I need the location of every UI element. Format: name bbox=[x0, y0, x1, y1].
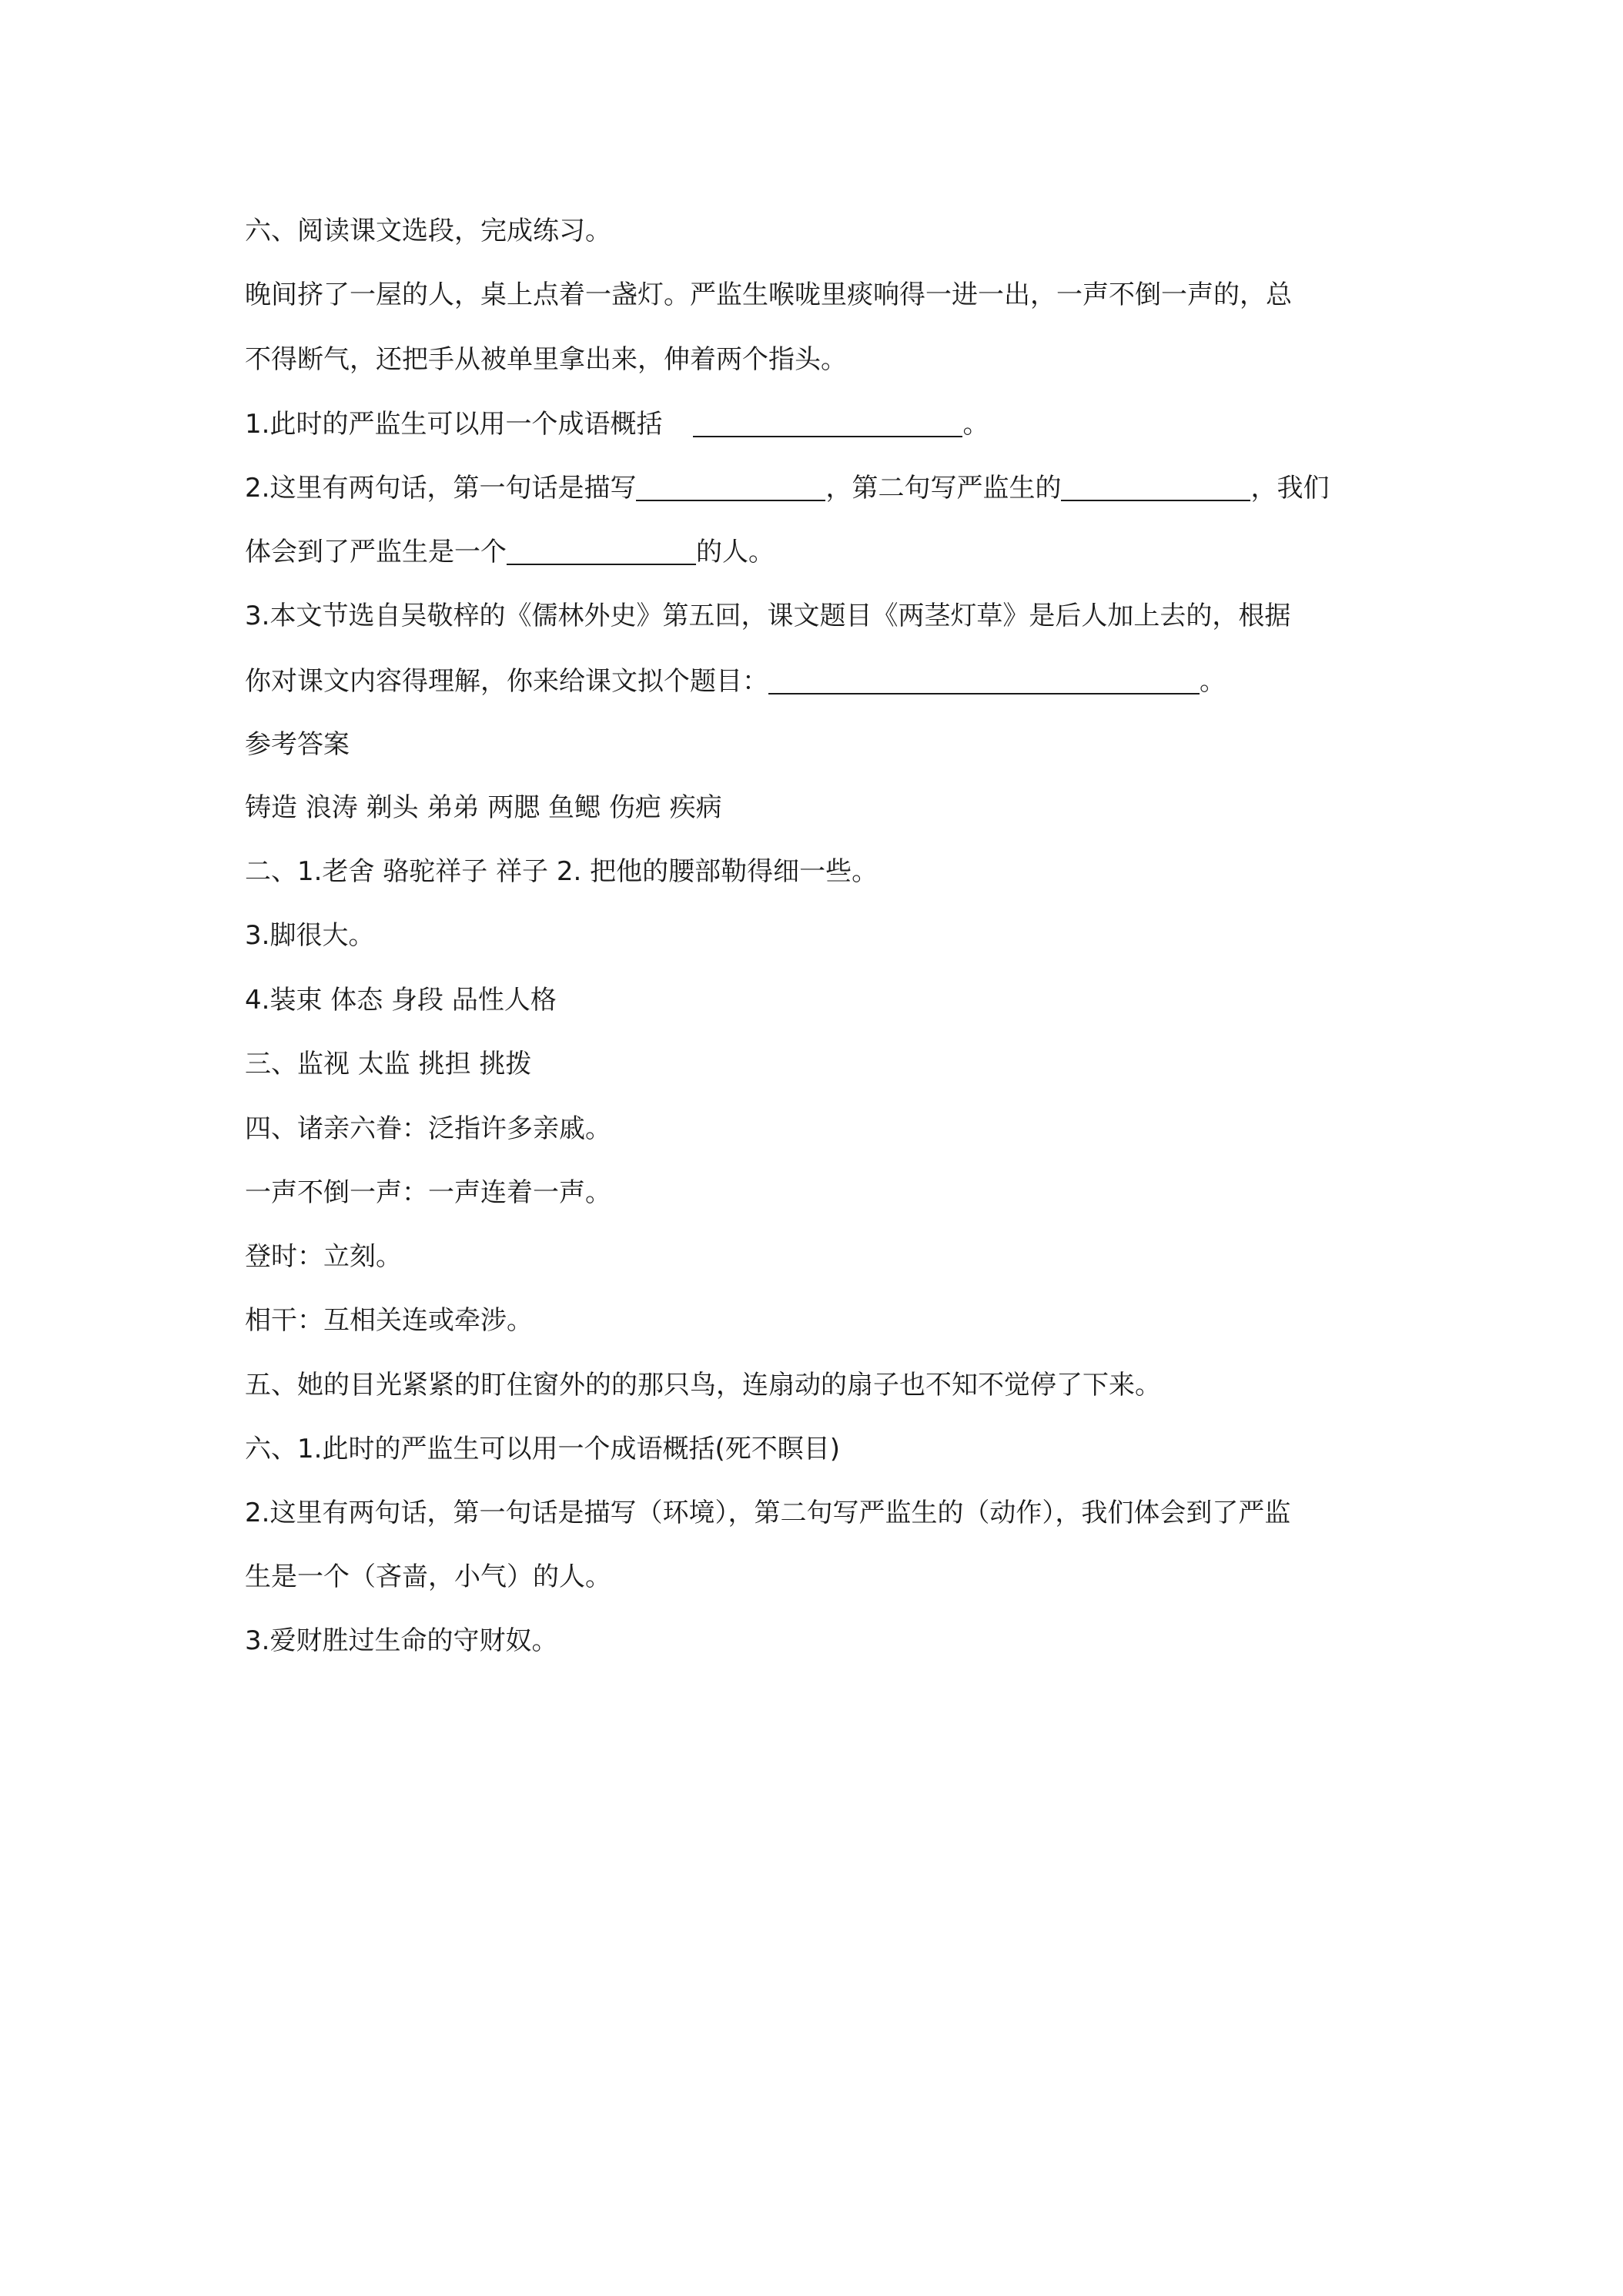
answer-line-3: 3.脚很大。 bbox=[245, 920, 375, 951]
answer-line-11: 六、1.此时的严监生可以用一个成语概括(死不瞑目) bbox=[245, 1434, 840, 1464]
answer-blank-2[interactable] bbox=[636, 474, 825, 501]
answer-blank-4[interactable] bbox=[507, 537, 696, 565]
answer-line-5: 三、监视 太监 挑担 挑拨 bbox=[245, 1049, 532, 1079]
question-2-text-a: 2.这里有两句话，第一句话是描写 bbox=[245, 473, 637, 504]
exercise-heading: 六、阅读课文选段，完成练习。 bbox=[245, 216, 611, 246]
question-1-text: 1.此时的严监生可以用一个成语概括 bbox=[245, 409, 663, 440]
question-3-line2-a: 你对课文内容得理解，你来给课文拟个题目： bbox=[245, 666, 768, 697]
answer-line-4: 4.装束 体态 身段 品性人格 bbox=[245, 985, 557, 1016]
answer-line-10: 五、她的目光紧紧的盯住窗外的的那只鸟，连扇动的扇子也不知不觉停了下来。 bbox=[245, 1370, 1161, 1401]
question-2-line2-a: 体会到了严监生是一个 bbox=[245, 537, 507, 567]
passage-line-1: 晚间挤了一屋的人，桌上点着一盏灯。严监生喉咙里痰响得一进一出，一声不倒一声的，总 bbox=[245, 279, 1292, 310]
question-2-line2-b: 的人。 bbox=[696, 537, 775, 567]
answer-line-7: 一声不倒一声：一声连着一声。 bbox=[245, 1177, 611, 1208]
answers-title: 参考答案 bbox=[245, 729, 350, 760]
question-2-line-2 bbox=[245, 537, 775, 565]
answer-line-1: 铸造 浪涛 剃头 弟弟 两腮 鱼鳃 伤疤 疾病 bbox=[245, 792, 722, 823]
question-1 bbox=[245, 409, 989, 440]
answer-line-9: 相干：互相关连或牵涉。 bbox=[245, 1305, 533, 1336]
answer-line-14: 3.爱财胜过生命的守财奴。 bbox=[245, 1625, 558, 1656]
answer-blank-3[interactable] bbox=[1061, 474, 1250, 501]
passage-line-2: 不得断气，还把手从被单里拿出来，伸着两个指头。 bbox=[245, 344, 847, 375]
answer-line-12: 2.这里有两句话，第一句话是描写（环境），第二句写严监生的（动作），我们体会到了严监 bbox=[245, 1498, 1291, 1528]
answer-line-2: 二、1.老舍 骆驼祥子 祥子 2. 把他的腰部勒得细一些。 bbox=[245, 856, 878, 887]
question-2-text-b: ，第二句写严监生的 bbox=[825, 473, 1062, 504]
question-1-end: 。 bbox=[962, 409, 989, 440]
question-3-line-2 bbox=[245, 666, 1226, 697]
question-2-line-1 bbox=[245, 473, 1330, 504]
question-3-line-1: 3.本文节选自吴敬梓的《儒林外史》第五回，课文题目《两茎灯草》是后人加上去的，根据 bbox=[245, 601, 1291, 631]
answer-blank-5[interactable] bbox=[768, 667, 1200, 694]
answer-line-13: 生是一个（吝啬，小气）的人。 bbox=[245, 1561, 611, 1592]
answer-line-8: 登时：立刻。 bbox=[245, 1241, 402, 1272]
question-3-line2-b: 。 bbox=[1200, 666, 1226, 697]
answer-blank-1[interactable] bbox=[693, 410, 962, 437]
answer-line-6: 四、诸亲六眷：泛指许多亲戚。 bbox=[245, 1113, 611, 1144]
question-2-text-c: ，我们 bbox=[1250, 473, 1330, 504]
